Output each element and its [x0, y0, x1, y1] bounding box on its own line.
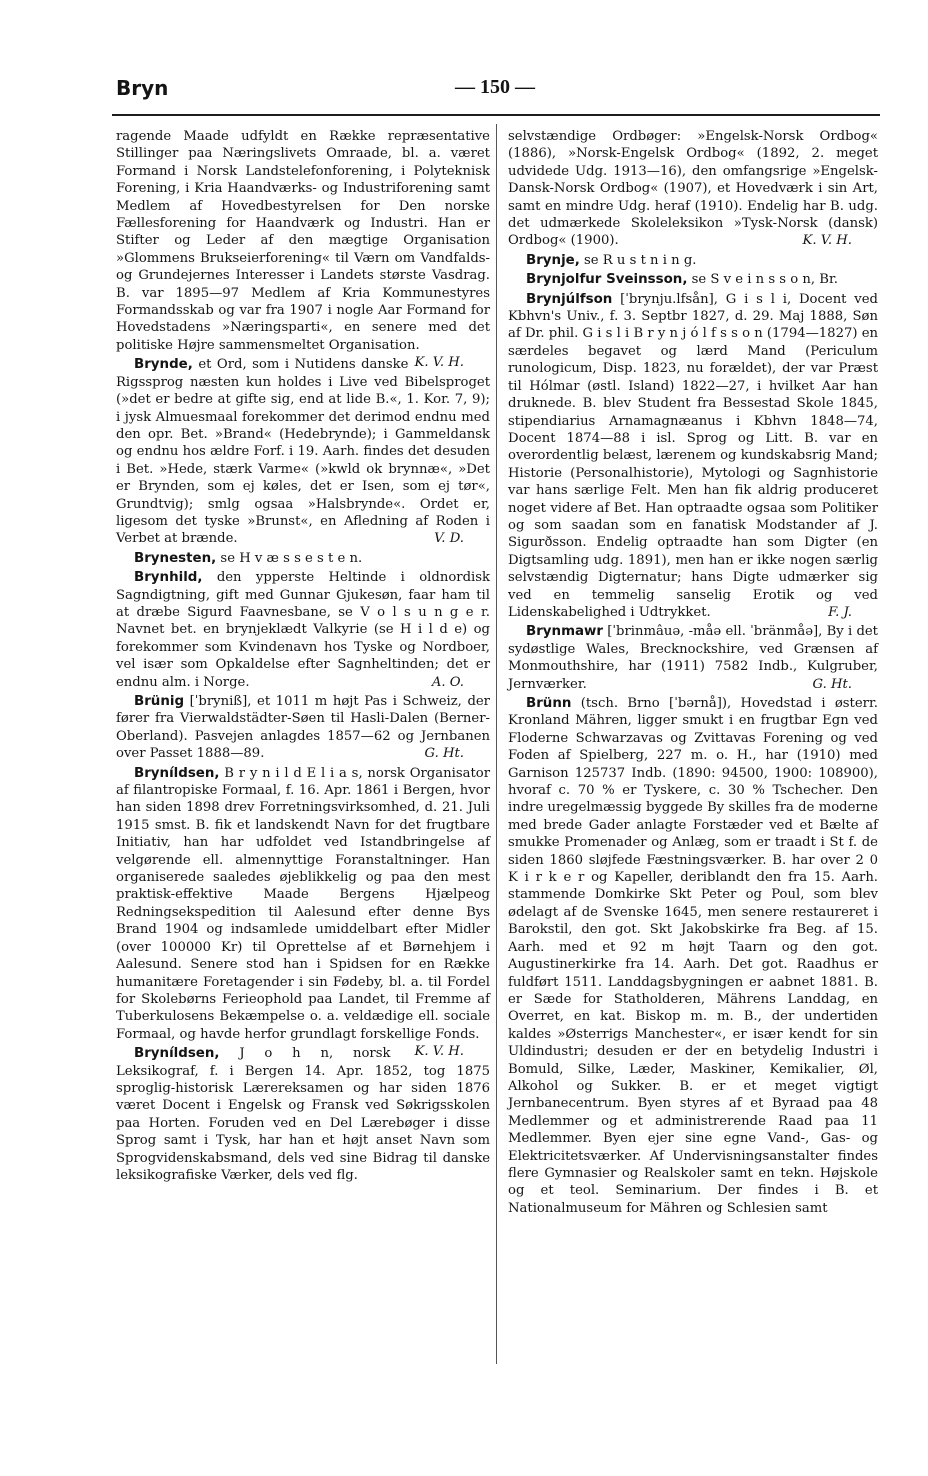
- left-column: [116, 128, 490, 1186]
- entry-lemma: Brünn: [526, 696, 572, 711]
- entry-text: se R u s t n i n g.: [579, 252, 697, 268]
- page-number: — 150 —: [455, 76, 535, 98]
- dictionary-entry: [116, 693, 490, 763]
- dictionary-entry: [116, 765, 490, 1060]
- entry-signature: V. D.: [434, 531, 464, 547]
- entry-signature: K. V. H.: [802, 233, 852, 249]
- entry-lemma: Brynjúlfson: [526, 291, 613, 307]
- entry-text: [ˈbryniß], et 1011 m højt Pas i Schweiz, der fører fra Vierwaldstädter-Søen til Hasli-Dalen (Berner-Oberland). Pasvejen anlagdes 1857—62 og Jernbanen over Passet 1888—89.: [116, 694, 490, 762]
- entry-signature: K. V. H.: [414, 355, 464, 371]
- entry-lemma: Brynesten,: [134, 550, 217, 566]
- entry-text: et Ord, som i Nutidens danske Rigssprog næsten kun holdes i Live ved Bibelsproget (»det er bedre at gifte sig, end at lide B.«, 1. Kor. 7, 9); i jysk Almuesmaal forekommer det derimod endnu med den opr. Bet. »Brand« (Hedebrynde); i Gammeldansk og endnu hos ældre Forf. i 19. Aarh. findes det desuden i Bet. »Hede, stærk Varme« (»kwld ok brynnæ«, »Det er Brynden, som ej køles, det er Isen, som ej tør«, Grundtvig); smlg ogsaa »Halsbrynde«. Ordet er, ligesom det tyske »Brunst«, en Afledning af Roden i Verbet at brænde.: [116, 357, 490, 547]
- entry-signature: F. J.: [828, 604, 852, 620]
- entry-signature: A. O.: [431, 674, 464, 690]
- entry-lemma: Brynde,: [134, 357, 193, 373]
- entry-text: (tsch. Brno [ˈbərnå]), Hovedstad i østerr. Kronland Mähren, ligger smukt i en frugtbar Egn ved Floderne Schwarzavas og Zvittavas Forening og ved Foden af Spielberg, 227 m. o. H., har (1910) med Garnison 125737 Indb. (1890: 94500, 1900: 108900), hvoraf c. 70 % er Tyskere, c. 30 % Tschecher. Den indre uregelmæssig byggede By skilles fra de moderne med brede Gader anlagte Forstæder ved et Bælte af smukke Promenader og Anlæg, som er traadt i St f. de siden 1860 sløjfede Fæstningsværker. B. har over 2 0 K i r k e r og Kapeller, deriblandt den fra 15. Aarh. stammende Domkirke Skt Peter og Poul, som blev ødelagt af de Svenske 1645, men senere restaureret i Barokstil, den got. Skt Jakobskirke fra Beg. af 15. Aarh. med et 92 m højt Taarn og den got. Augustinerkirke fra 14. Aarh. Det got. Raadhus er fuldført 1511. Landdagsbygningen er aabnet 1881. B. er Sæde for Statholderen, Mährens Landdag, en Overret, en kat. Biskop m. m. B., der undertiden kaldes »Østerrigs Manchester«, er især kendt for sin Uldindustri; desuden er der en betydelig Industri i Bomuld, Silke, Læder, Maskiner, Kemikalier, Øl, Alkohol og Sukker. B. er et meget vigtigt Jernbanecentrum. Byen styres af et Byraad paa 48 Medlemmer og et administrerende Raad paa 11 Medlemmer. Byen ejer sine egne Vand-, Gas- og Elektricitetsværker. Af Undervisningsanstalter findes flere Gymnasier og Realskoler samt en tekn. Højskole og et teol. Seminarium. Der findes i B. et Nationalmuseum for Mähren og Schlesien samt: [508, 696, 878, 1216]
- entry-lemma: Brynjolfur Sveinsson,: [526, 272, 688, 288]
- entry-text: den ypperste Heltinde i oldnordisk Sagndigtning, gift med Gunnar Gjukesøn, faar ham til at dræbe Sigurd Faavnesbane, se V o l s u n g e r. Navnet bet. en brynjeklædt Valkyrie (se H i l d e) og forekommer som Kvindenavn hos Tyske og Nordboer, vel især som Opkaldelse efter Sagnheltinden; det er endnu alm. i Norge.: [116, 570, 490, 690]
- entry-lemma: Bryníldsen,: [134, 1046, 220, 1062]
- running-head: [0, 76, 928, 108]
- dictionary-entry: [116, 569, 490, 691]
- entry-lemma: Brynje,: [526, 252, 580, 268]
- entry-lemma: Brynhild,: [134, 570, 203, 586]
- entry-lemma: Brünig: [134, 694, 185, 709]
- entry-lemma: Bryníldsen,: [134, 765, 220, 781]
- entry-text: se H v æ s s e s t e n.: [216, 550, 363, 566]
- dictionary-entry: [508, 623, 878, 693]
- header-rule: [112, 114, 880, 116]
- column-divider: [496, 124, 497, 1364]
- entry-text: J o h n, norsk Leksikograf, f. i Bergen 14. Apr. 1852, tog 1875 sproglig-historisk Lærereksamen og har siden 1876 været Docent i Engelsk og Fransk ved Søkrigsskolen paa Horten. Foruden ved en Del Lærebøger i disse Sprog samt i Tysk, har han et højt anset Navn som Sprogvidenskabsmand, dels ved sine Bidrag til danske leksikografiske Værker, dels ved flg.: [116, 1046, 490, 1183]
- entry-text: ragende Maade udfyldt en Række repræsentative Stillinger paa Næringslivets Omraade, bl. a. været Formand i Norsk Landstelefonforening, i Polyteknisk Forening, i Kria Haandværks- og Industriforening samt Medlem af Hovedbestyrelsen for Den norske Fællesforening for Haandværk og Industri. Han er Stifter og Leder af den mægtige Organisation »Glommens Brukseierforening« til Værn om Vandfalds- og Grundejernes Interesser i Landets største Vasdrag. B. var 1895—97 Medlem af Kria Kommunestyres Formandsskab og var fra 1907 i nogle Aar Formand for Hovedstadens »Næringsparti«, en senere med det politiske Højre sammensmeltet Organisation.: [116, 129, 490, 353]
- dictionary-entry: [116, 550, 490, 567]
- dictionary-entry: [508, 291, 878, 622]
- dictionary-entry: [508, 271, 878, 288]
- running-headword: Bryn: [116, 76, 169, 100]
- entry-text: [ˈbrynju.lfsån], G i s l i, Docent ved Kbhvn's Univ., f. 3. Septbr 1827, d. 29. Maj 1888, Søn af Dr. phil. G i s l i B r y n j ó l f s s o n (1794—1827) en særdeles begavet og lærd Mand (Periculum runologicum, Disp. 1823, nu forældet), der var Præst til Hólmar (østl. Island) 1822—27, i hvilket Aar han druknede. B. blev Student fra Bessestad Skole 1845, stipendiarius Arnamagnæanus i Kbhvn 1848—74, Docent 1874—88 i isl. Sprog og Litt. B. var en overordentlig belæst, lærenem og kundskabsrig Mand; Historie (Personalhistorie), Mytologi og Sagnhistorie var hans særlige Felt. Men han fik aldrig produceret noget videre af Bet. Han optraadte ogsaa som Politiker og som saadan som en fanatisk Modstander af J. Sigurðsson. Endelig optraadte han som Digter (en Digtsamling udg. 1891), men han er ikke nogen særlig selvstændig Digternatur; hans Digte udmærker sig ved en temmelig sanselig Erotik og ved Lidenskabelighed i Udtrykket.: [508, 291, 878, 620]
- entry-text: [ˈbrinmâuə, -måə ell. ˈbränmåə], By i det sydøstlige Wales, Brecknockshire, ved Grænsen af Monmouthshire, har (1911) 7582 Indb., Kulgruber, Jernværker.: [508, 624, 878, 692]
- entry-signature: G. Ht.: [812, 676, 852, 692]
- dictionary-entry: [508, 695, 878, 1217]
- entry-signature: G. Ht.: [424, 746, 464, 762]
- entry-lemma: Brynmawr: [526, 624, 604, 640]
- dictionary-entry: [116, 356, 490, 547]
- dictionary-entry: [116, 1045, 490, 1184]
- dictionary-entry: [508, 252, 878, 269]
- entry-text: selvstændige Ordbøger: »Engelsk-Norsk Ordbog« (1886), »Norsk-Engelsk Ordbog« (1892, 2. meget udvidede Udg. 1913—16), den omfangsrige »Engelsk-Dansk-Norsk Ordbog« (1907), et Hovedværk i sin Art, samt en mindre Udg. heraf (1910). Endelig har B. udg. det udmærkede Skoleleksikon »Tysk-Norsk (dansk) Ordbog« (1900).: [508, 129, 878, 249]
- entry-text: B r y n i l d E l i a s, norsk Organisator af filantropiske Formaal, f. 16. Apr. 1861 i Bergen, hvor han siden 1898 drev Forretningsvirksomhed, d. 21. Juli 1915 smst. B. fik et landskendt Navn for det frugtbare Initiativ, han har udfoldet ved Istandbringelse af velgørende ell. almennyttige Foranstaltninger. Han organiserede saaledes øjeblikkelig og paa den mest praktisk-effektive Maade Bergens Hjælpeog Redningsekspedition til Aalesund efter denne Bys Brand 1904 og indsamlede umiddelbart efter Midler (over 100000 Kr) til Oprettelse af et Børnehjem i Aalesund. Senere stod han i Spidsen for en Række humanitære Foretagender i sin Fødeby, bl. a. til Fordel for Skolebørns Ferieophold paa Landet, til Fremme af Tuberkulosens Bekæmpelse o. a. veldædige ell. sociale Formaal, og havde herfor grundlagt forskellige Fonds.: [116, 765, 490, 1042]
- entry-text: se S v e i n s s o n, Br.: [687, 272, 839, 288]
- entry-signature: K. V. H.: [414, 1044, 464, 1060]
- dictionary-entry: [508, 128, 878, 250]
- right-column: [508, 128, 878, 1219]
